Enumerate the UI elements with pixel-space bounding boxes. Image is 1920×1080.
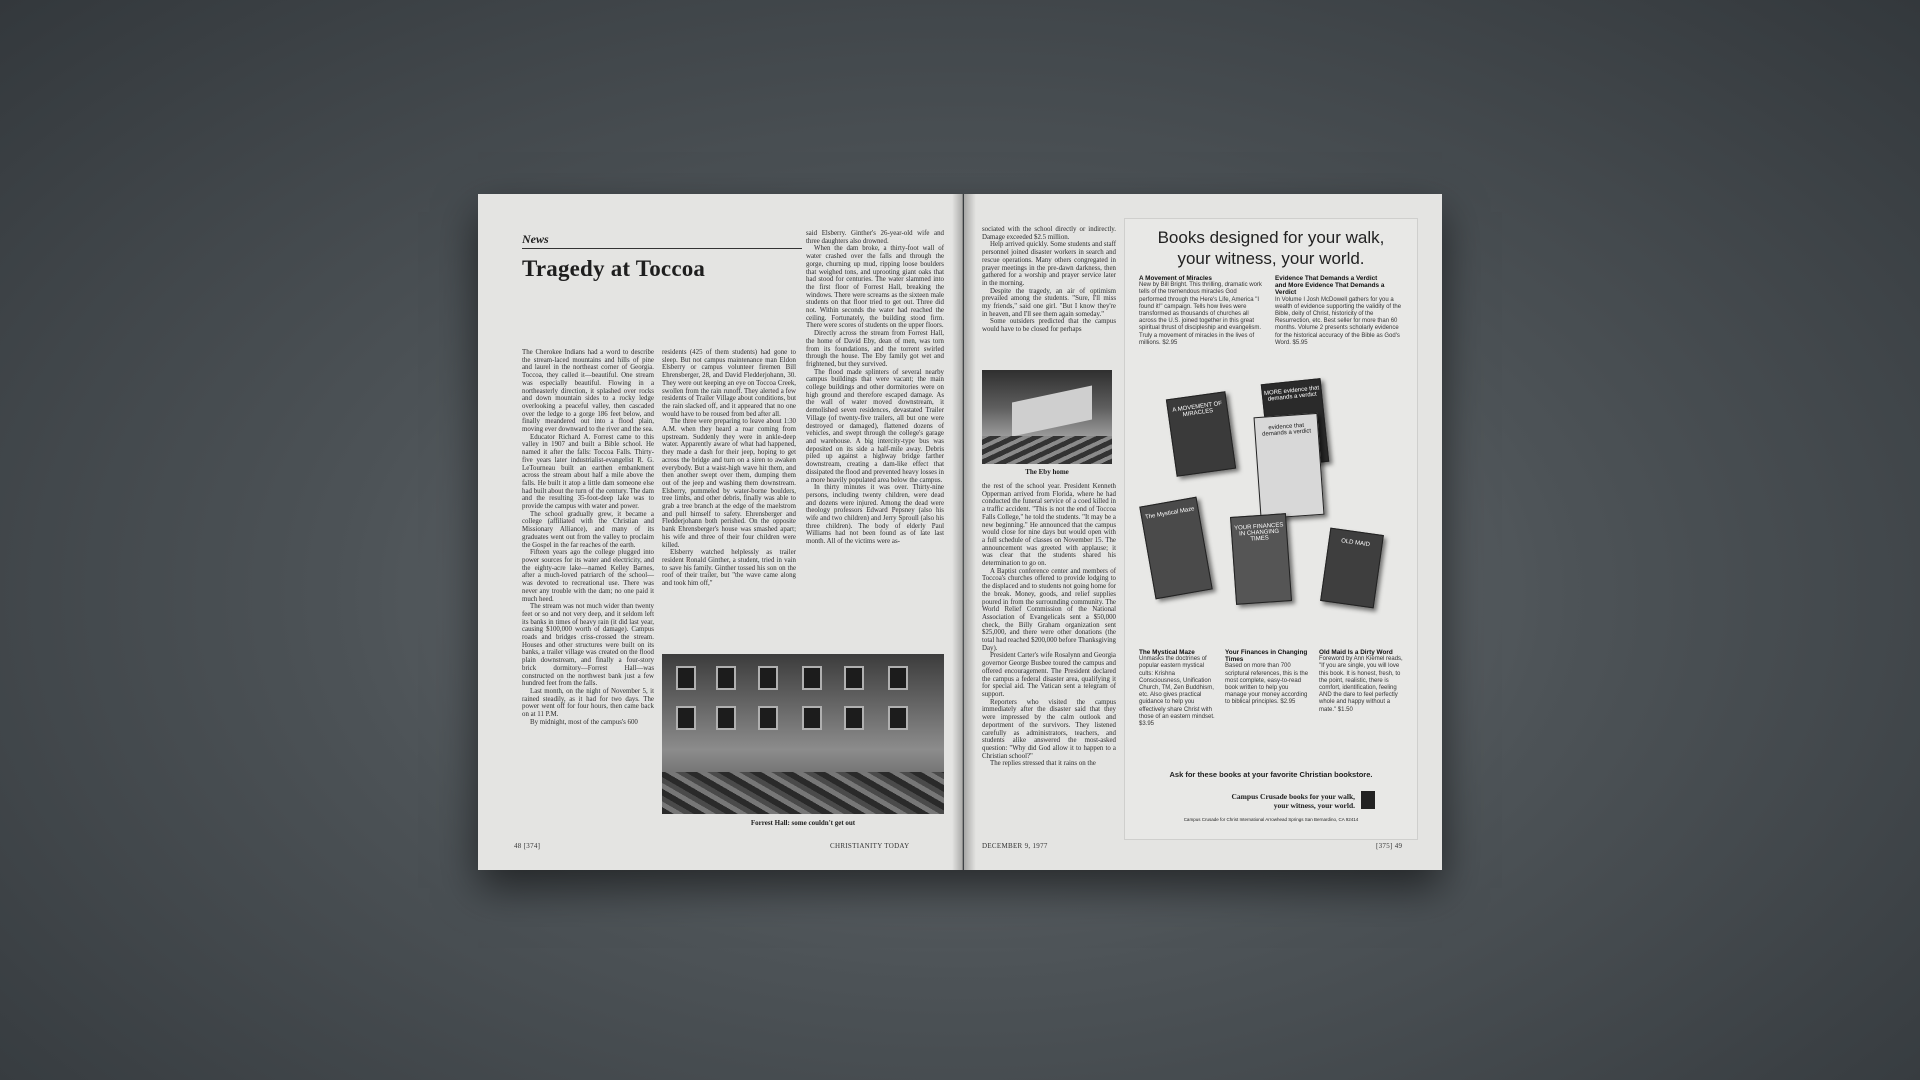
photo-caption: The Eby home [1025, 468, 1069, 476]
paragraph: Last month, on the night of November 5, it rained steadily, as it had for two days. The power went off for four hours, then came back on at 11 P.M. [522, 687, 654, 719]
ad-blurb-title: Old Maid Is a Dirty Word [1319, 649, 1393, 656]
paragraph: residents (425 of them students) had gone to sleep. But not campus maintenance man Eldon Elsberry or campus volunteer firemen Bill Ehrensberger, 28, and David Fledderjohann, 30. They were out keeping an eye on Toccoa Creek, swollen from the rain runoff. They alerted a few residents of Trailer Village about conditions, but the rain slacked off, and it appeared that no one would have to be roused from bed after all. [662, 349, 796, 418]
ad-blurb-title: Evidence That Demands a Verdict [1275, 275, 1378, 282]
paragraph: sociated with the school directly or indirectly. Damage exceeded $2.5 million. [982, 226, 1116, 241]
ad-blurb-text: In Volume I Josh McDowell gathers for you a wealth of evidence supporting the validity of the Bible, deity of Christ, historicity of the Resurrection, etc. Best seller for more than 60 months. Volume 2 presents scholarly evidence for the historical accuracy of the Bible as God's Word. $5.95 [1275, 296, 1402, 346]
paragraph: The replies stressed that it rains on the [990, 760, 1096, 768]
paragraph: The school gradually grew, it became a college (affiliated with the Christian and Missionary Alliance), and many of its graduates went out from the valley to proclaim the Gospel in the far reaches of the earth. [522, 510, 654, 549]
left-page [478, 194, 963, 870]
ad-signature-line: Campus Crusade books for your walk, [1231, 792, 1355, 801]
ad-blurb-text: Based on more than 700 scriptural references, this is the most complete, easy-to-read book written to help you manage your money according to biblical principles. $2.95 [1225, 663, 1309, 706]
paragraph: said Elsberry. Ginther's 26-year-old wife and three daughters also drowned. [806, 230, 944, 245]
paragraph: Fifteen years ago the college plugged into power sources for its water and electricity, and the eighty-acre lake—named Kelley Barnes, after a much-loved patriarch of the school—was devoted to recreational use. There was never any trouble with the dam; no one paid it much heed. [522, 549, 654, 603]
ad-signature [1185, 792, 1355, 810]
ad-blurb-mystical-maze [1139, 649, 1217, 728]
ad-address: Campus Crusade for Christ International Arrowhead Springs San Bernardino, CA 92414 [1183, 817, 1359, 822]
ad-call-to-action: Ask for these books at your favorite Christian bookstore. [1169, 770, 1373, 779]
article-column-2 [662, 349, 796, 588]
running-footer-right: DECEMBER 9, 1977 [982, 842, 1048, 850]
section-label: News [522, 232, 549, 246]
article-column-5 [982, 483, 1116, 768]
ad-title-line: your witness, your world. [1177, 249, 1365, 268]
page-number-right: [375] 49 [1376, 842, 1403, 850]
paragraph: The Cherokee Indians had a word to describe the stream-laced mountains and hills of pine and laurel in the northeast corner of Georgia. Toccoa, they called it—beautiful. One stream was especially beautiful. Flowing in a northeasterly direction, it splashed over rocks and down mountain sides to a rocky ledge overlooking a peaceful valley, then cascaded over the ledge to a gorge 186 feet below, and finally meandered out into a flood plain, moving ever downward to the river and the sea. [522, 349, 654, 434]
paragraph: The three were preparing to leave about 1:30 A.M. when they heard a roar coming from upstream. Suddenly they were in ankle-deep water. Apparently aware of what had happened, they made a dash for their jeep, hoping to get across the bridge and turn on a siren to awaken everybody. But a waist-high wave hit them, and then another swept over them, dumping them out of the jeep and washing them downstream. Elsberry, pummeled by water-borne boulders, tree limbs, and other debris, finally was able to grab a tree branch at the edge of the maelstrom and pull himself to safety. Ehrensberger and Fledderjohann both perished. On the opposite bank Ehrensberger's house was smashed apart; his wife and three of their four children were killed. [662, 418, 796, 549]
magazine-spread [478, 194, 1442, 870]
paragraph: Despite the tragedy, an air of optimism prevailed among the students. "Sure, I'll miss my friends," said one girl. "But I know they're in heaven, and I'll see them again someday." [982, 287, 1116, 318]
running-footer-left: CHRISTIANITY TODAY [830, 842, 910, 850]
paragraph: In thirty minutes it was over. Thirty-nine persons, including twenty children, were dead and dozens were injured. Among the dead were theology professors Edward Pepsney (also his wife and two children) and Jerry Sproull (also his three children). The body of elderly Paul Williams had not been found as of late last month. All of the victims were as- [806, 484, 944, 546]
book-cover-more-evidence: MORE evidence that demands a verdict [1261, 378, 1329, 468]
article-column-4 [982, 226, 1116, 334]
ad-signature-line: your witness, your world. [1273, 801, 1355, 810]
book-advertisement [1124, 218, 1418, 840]
ad-blurb-title: A Movement of Miracles [1139, 275, 1212, 282]
paragraph: The flood made splinters of several nearby campus buildings that were vacant; the main college buildings and other dormitories were on high ground and therefore escaped damage. As the wall of water moved downstream, it demolished seven residences, devastated Trailer Village (of twenty-five trailers, all but one were destroyed or damaged), flattened dozens of vehicles, and swept through the college's garage and warehouse. A big intercity-type bus was deposited on its side a half-mile away. Debris piled up against a highway bridge farther downstream, creating a dam-like effect that dissipated the flood and prevented heavy losses in a more heavily populated area below the campus. [806, 368, 944, 484]
photo-caption: Forrest Hall: some couldn't get out [750, 819, 856, 827]
paragraph: Help arrived quickly. Some students and staff personnel joined disaster workers in search and rescue operations. Many others congregated in prayer meetings in the pre-dawn darkness, then gathered for a worship and prayer service later in the morning. [982, 241, 1116, 287]
forrest-hall-photo [662, 654, 944, 814]
article-column-3 [806, 230, 944, 546]
ad-blurb-text: Unmasks the doctrines of popular eastern mystical cults: Krishna Consciousness, Unification Church, TM, Zen Buddhism, etc. Also gives practical guidance to help you effectively share Christ with those of an eastern mindset. $3.95 [1139, 656, 1215, 728]
section-rule [522, 248, 802, 249]
book-cover-old-maid: OLD MAID [1320, 528, 1384, 609]
book-cover-movement-of-miracles: A MOVEMENT OF MIRACLES [1166, 391, 1236, 477]
book-cover-evidence: evidence that demands a verdict [1254, 413, 1325, 519]
ad-blurb-text: New by Bill Bright. This thrilling, dramatic work tells of the tremendous miracles God performed through the Here's Life, America "I found it!" campaign. Tells how lives were transformed as thousands of churches all across the U.S. joined together in this great spiritual thrust of discipleship and evangelism. Truly a movement of miracles in the lives of millions. $2.95 [1139, 282, 1262, 346]
paragraph: A Baptist conference center and members of Toccoa's churches offered to provide lodging to the displaced and to students not going home for the break. Money, goods, and relief supplies poured in from the surrounding community. The World Relief Commission of the National Association of Evangelicals sent a $50,000 check, the Billy Graham organization sent $25,000, and there were other donations (the total had reached $200,000 before Thanksgiving Day). [982, 567, 1116, 652]
ad-blurb-evidence [1275, 275, 1405, 347]
ad-blurb-title: and More Evidence That Demands a Verdict [1275, 282, 1385, 297]
book-cover-your-finances: YOUR FINANCES IN CHANGING TIMES [1230, 513, 1292, 605]
ad-blurb-old-maid [1319, 649, 1405, 714]
paragraph: Elsberry watched helplessly as trailer resident Ronald Ginther, a student, tried in vain to save his family. Ginther tossed his son on the roof of their trailer, but "the wave came along and took him off," [662, 549, 796, 588]
book-cover-mystical-maze: The Mystical Maze [1139, 497, 1212, 600]
article-column-1 [522, 349, 654, 726]
paragraph: When the dam broke, a thirty-foot wall of water crashed over the falls and through the gorge, churning up mud, ripping loose boulders that weighed tons, and uprooting giant oaks that had stood for centuries. The water slammed into the first floor of Forrest Hall, breaking the windows. There were screams as the sixteen male students on that floor tried to get out. Three did not. Within seconds the water had reached the ceiling. Fortunately, the building stood firm. There were scores of students on the upper floors. [806, 245, 944, 330]
paragraph: Reporters who visited the campus immediately after the disaster said that they were impressed by the calm outlook and deportment of the survivors. They listened carefully as administrators, teachers, and students alike answered the most-asked question: "Why did God allow it to happen to a Christian school?" [982, 698, 1116, 760]
article-headline: Tragedy at Toccoa [522, 256, 706, 281]
ad-blurb-your-finances [1225, 649, 1311, 707]
paragraph: President Carter's wife Rosalynn and Georgia governor George Busbee toured the campus and offered encouragement. The President declared the campus a federal disaster area, qualifying it for special aid. The Vatican sent a telegram of support. [982, 652, 1116, 698]
ad-title-line: Books designed for your walk, [1157, 228, 1385, 247]
paragraph: By midnight, most of the campus's 600 [530, 718, 638, 726]
ad-title [1125, 227, 1417, 269]
page-number-left: 48 [374] [514, 842, 541, 850]
paragraph: The stream was not much wider than twenty feet or so and not very deep, and it seldom left its banks in times of heavy rain (it did last year, causing $100,000 worth of damage). Campus roads and bridges criss-crossed the stream. Houses and other structures were built on its banks, a trailer village was created on the flood plain downstream, and finally a four-story brick dormitory—Forrest Hall—was constructed on the northwest bank just a few hundred feet from the falls. [522, 603, 654, 688]
paragraph: Some outsiders predicted that the campus would have to be closed for perhaps [982, 318, 1116, 334]
ad-blurb-title: Your Finances in Changing Times [1225, 649, 1308, 664]
ad-blurb-movement-of-miracles [1139, 275, 1265, 347]
campus-crusade-logo [1361, 791, 1375, 809]
ad-blurb-title: The Mystical Maze [1139, 649, 1195, 656]
ad-blurb-text: Foreword by Ann Kiemel reads, "If you are single, you will love this book. It is honest, fresh, to the point, realistic, there is comfort, identification, feeling AND the dare to feel perfectly whole and happy without a mate." $1.50 [1319, 656, 1403, 713]
paragraph: Directly across the stream from Forrest Hall, the home of David Eby, dean of men, was torn from its foundations, and the torrent swirled through the house. The Eby family got wet and frightened, but they survived. [806, 330, 944, 368]
paragraph: the rest of the school year. President Kenneth Opperman arrived from Florida, where he had conducted the funeral service of a coed killed in a traffic accident. "This is not the end of Toccoa Falls College," he told the students. "It may be a new beginning." He announced that the campus would close for nine days but would open with a full schedule of classes on November 15. The announcement was greeted with applause; it was clear that the students shared his determination to go on. [982, 483, 1116, 568]
right-page [964, 194, 1442, 870]
paragraph: Educator Richard A. Forrest came to this valley in 1907 and built a Bible school. He named it after the falls: Toccoa Falls. Thirty-five years later industrialist-evangelist R. G. LeTourneau built an earthen embankment across the stream about half a mile above the falls. He built it atop a little dam someone else had built about the turn of the century. The dam and the resulting 35-foot-deep lake was to provide the campus with water and power. [522, 433, 654, 511]
eby-home-photo [982, 370, 1112, 464]
